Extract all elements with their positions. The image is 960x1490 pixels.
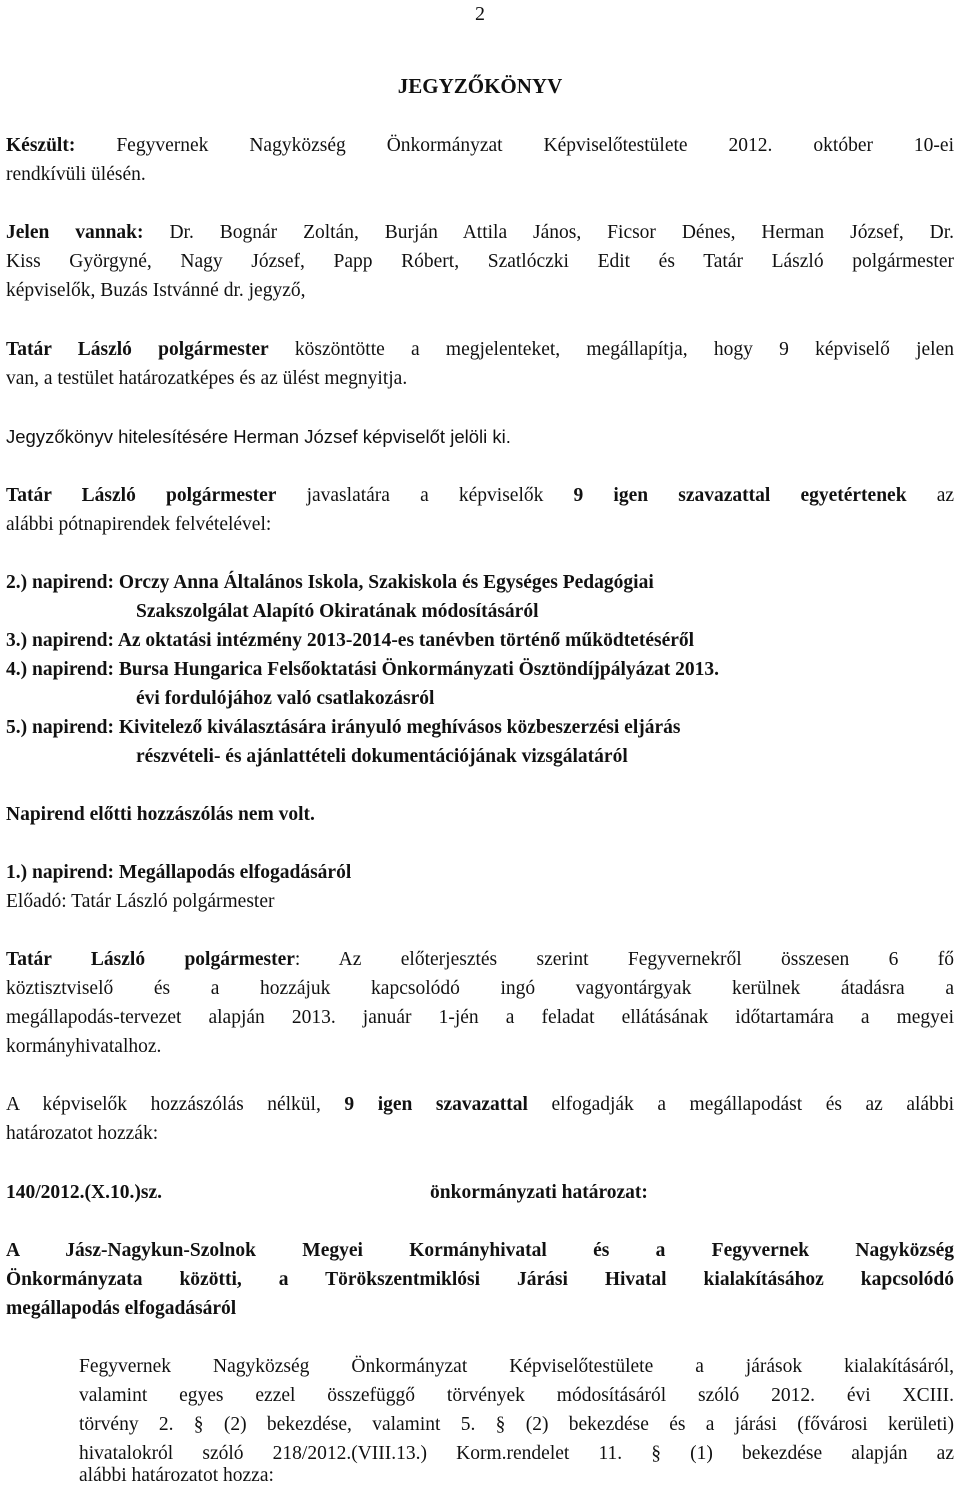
vote-end: elfogadják a megállapodást és az alábbi [527, 1094, 954, 1115]
resolution-type: önkormányzati határozat: [430, 1182, 648, 1203]
opening-line1 [6, 335, 954, 364]
napirend-number: 5.) napirend: [6, 717, 114, 738]
tatar-bold: Tatár László polgármester [6, 949, 295, 970]
javaslat-end: az [906, 485, 955, 506]
opening-line2: van, a testület határozatképes és az ülést megnyitja. [6, 368, 408, 389]
napirend-title: Orczy Anna Általános Iskola, Szakiskola és Egységes Pedagógiai [118, 572, 654, 593]
opening-bold: Tatár László polgármester [6, 339, 269, 360]
first-item-heading: 1.) napirend: Megállapodás elfogadásáról [6, 862, 352, 883]
resolution-number: 140/2012.(X.10.)sz. [6, 1182, 162, 1203]
resolution-body-line2: valamint egyes ezzel összefüggő törvények módosításáról szóló 2012. évi XCIII. [79, 1385, 954, 1406]
resolution-title-line3: megállapodás elfogadásáról [6, 1298, 237, 1319]
javaslat-line2: alábbi pótnapirendek felvételével: [6, 514, 272, 535]
napirend-number: 2.) napirend: [6, 572, 114, 593]
keszult-line1 [6, 131, 954, 160]
tatar-line2: köztisztviselő és a hozzájuk kapcsolódó ingó vagyontárgyak kerülnek átadásra a [6, 978, 954, 999]
vote-line2: határozatot hozzák: [6, 1123, 159, 1144]
document-title: JEGYZŐKÖNYV [397, 74, 563, 98]
javaslat-line1 [6, 481, 954, 510]
resolution-body-line1: Fegyvernek Nagyközség Önkormányzat Képviselőtestülete a járások kialakításáról, [79, 1356, 954, 1377]
napirend-title: Az oktatási intézmény 2013-2014-es tanévben történő működtetéséről [117, 630, 695, 651]
jelen-line2: Kiss Györgyné, Nagy József, Papp Róbert, Szatlóczki Edit és Tatár László polgármester [6, 251, 954, 272]
resolution-body-line5: alábbi határozatot hozza: [79, 1465, 274, 1486]
keszult-label: Készült: [6, 135, 76, 156]
napirend-title: Kivitelező kiválasztására irányuló meghívásos közbeszerzési eljárás [118, 717, 681, 738]
napirend-item-2 [6, 568, 954, 597]
resolution-title-line2: Önkormányzata közötti, a Törökszentmiklósi Járási Hivatal kialakításához kapcsolódó [6, 1269, 954, 1290]
jelen-label: Jelen vannak: [6, 222, 144, 243]
napirend-elotti: Napirend előtti hozzászólás nem volt. [6, 804, 315, 825]
napirend-item-4 [6, 655, 954, 684]
javaslat-bold1: Tatár László polgármester [6, 485, 277, 506]
tatar-line4: kormányhivatalhoz. [6, 1036, 162, 1057]
hitelesito-line: Jegyzőkönyv hitelesítésére Herman József képviselőt jelöli ki. [6, 426, 511, 447]
napirend-number: 4.) napirend: [6, 659, 114, 680]
jelen-line3: képviselők, Buzás Istvánné dr. jegyző, [6, 280, 306, 301]
resolution-body-line4: hivatalokról szóló 218/2012.(VIII.13.) Korm.rendelet 11. § (1) bekezdése alapján az [79, 1443, 954, 1464]
page-number: 2 [475, 3, 485, 25]
napirend-number: 3.) napirend: [6, 630, 114, 651]
napirend-item-4-cont: évi fordulójához való csatlakozásról [136, 688, 435, 709]
keszult-line2: rendkívüli ülésén. [6, 164, 146, 185]
napirend-item-2-cont: Szakszolgálat Alapító Okiratának módosításáról [136, 601, 539, 622]
resolution-body-line3: törvény 2. § (2) bekezdése, valamint 5. § (2) bekezdése és a járási (fővárosi kerületi) [79, 1414, 954, 1435]
jelen-text: Dr. Bognár Zoltán, Burján Attila János, Ficsor Dénes, Herman József, Dr. [169, 222, 955, 243]
vote-bold: 9 igen szavazattal [344, 1094, 528, 1115]
tatar-line1 [6, 945, 954, 974]
napirend-title: Bursa Hungarica Felsőoktatási Önkormányzati Ösztöndíjpályázat 2013. [118, 659, 720, 680]
vote-start: A képviselők hozzászólás nélkül, [6, 1094, 345, 1115]
napirend-item-5-cont: részvételi- és ajánlattételi dokumentációjának vizsgálatáról [136, 746, 628, 767]
javaslat-mid: javaslatára a képviselők [276, 485, 574, 506]
tatar-line3: megállapodás-tervezet alapján 2013. január 1-jén a feladat ellátásának időtartamára a megyei [6, 1007, 954, 1028]
tatar-text: : Az előterjesztés szerint Fegyvernekről összesen 6 fő [294, 949, 954, 970]
napirend-item-5 [6, 713, 954, 742]
vote-line1 [6, 1090, 954, 1119]
napirend-item-3 [6, 626, 954, 655]
opening-text: köszöntötte a megjelenteket, megállapítja, hogy 9 képviselő jelen [268, 339, 954, 360]
keszult-text: Fegyvernek Nagyközség Önkormányzat Képviselőtestülete 2012. október 10-ei [116, 135, 955, 156]
eloado: Előadó: Tatár László polgármester [6, 891, 275, 912]
javaslat-bold2: 9 igen szavazattal egyetértenek [573, 485, 907, 506]
jelen-line1 [6, 218, 954, 247]
resolution-title-line1: A Jász-Nagykun-Szolnok Megyei Kormányhivatal és a Fegyvernek Nagyközség [6, 1240, 954, 1261]
